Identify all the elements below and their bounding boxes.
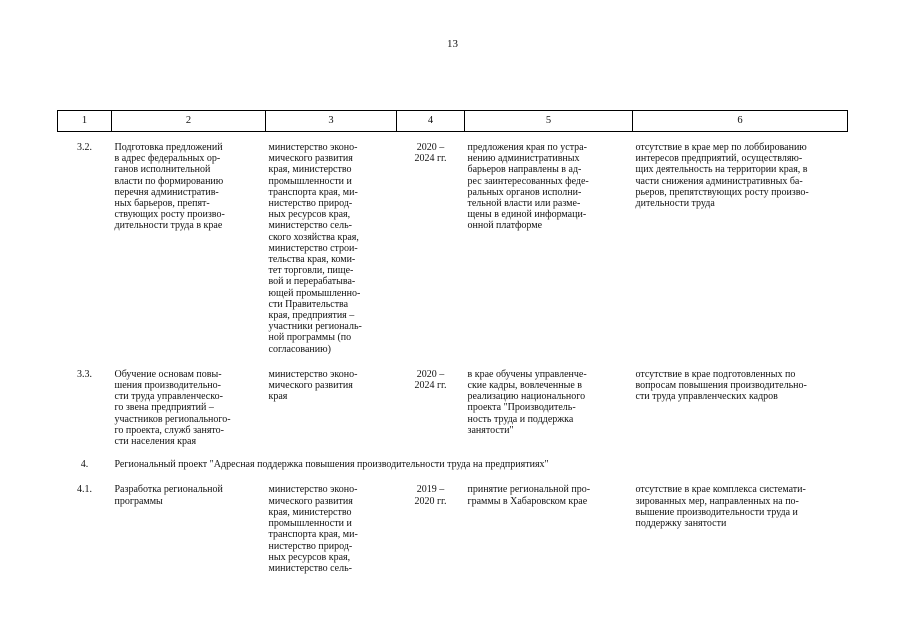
measure-name-content: [112, 369, 266, 447]
cell-line: мического развития: [268, 380, 353, 392]
column-header-5: 5: [465, 111, 633, 132]
cell-line: зированных мер, направленных на по-: [635, 495, 799, 507]
cell-line: Разработка региональной: [114, 484, 223, 496]
cell-line: го проекта, служб занято-: [114, 424, 224, 436]
cell-line: министерство сель-: [268, 562, 352, 574]
section-number: [58, 459, 112, 470]
cell-line: предложения края по устра-: [467, 142, 587, 153]
cell-line: 2020 –: [416, 142, 445, 153]
cell-line: Подготовка предложений: [114, 142, 223, 153]
table-header-row: [58, 111, 848, 132]
cell-line: сти Правительства: [268, 298, 349, 310]
item-number: [58, 369, 112, 447]
cell-line: отсутствие в крае мер по лоббированию: [635, 142, 807, 153]
cell-line: министерство эконо-: [268, 142, 358, 153]
column-header-3: 3: [266, 111, 397, 132]
cell-line: 3.2.: [77, 142, 92, 153]
section-row: [58, 459, 848, 470]
expected-result: [465, 484, 633, 574]
table-row: [58, 369, 848, 447]
measure-name: [112, 142, 266, 355]
cell-line: онной платформе: [467, 220, 543, 232]
cell-line: граммы в Хабаровском крае: [467, 495, 588, 507]
cell-line: вопросам повышения производительно-: [635, 380, 807, 392]
cell-line: щены в единой информаци-: [467, 209, 587, 221]
cell-line: 2020 гг.: [414, 495, 447, 507]
consequence-content: [633, 369, 848, 403]
cell-line: ность труда и поддержка: [467, 413, 574, 425]
cell-line: министерство эконо-: [268, 368, 358, 380]
cell-line: сти труда управленческих кадров: [635, 391, 778, 403]
table-row: [58, 484, 848, 574]
measure-name-content: [112, 142, 266, 232]
row-spacer: [58, 132, 848, 143]
cell-line: участники региональ-: [268, 321, 362, 333]
cell-line: сти населения края: [114, 436, 197, 448]
cell-line: вышение производительности труда и: [635, 506, 798, 518]
item-number: [58, 142, 112, 355]
consequence-content: [633, 484, 848, 529]
column-header-4: 4: [397, 111, 465, 132]
cell-line: министерство сель-: [268, 220, 352, 232]
measure-name: [112, 484, 266, 574]
expected-result: [465, 142, 633, 355]
cell-line: нистерство природ-: [268, 540, 353, 552]
executors-content: [266, 369, 397, 403]
period-content: [397, 142, 465, 164]
expected-result-content: [465, 369, 633, 436]
executors-content: [266, 484, 397, 574]
item-number-content: [58, 369, 112, 380]
cell-line: ганов исполнительной: [114, 164, 211, 176]
cell-line: мического развития: [268, 153, 353, 165]
cell-line: власти по формированию: [114, 175, 224, 187]
cell-line: ские кадры, вовлеченные в: [467, 380, 583, 392]
cell-line: поддержку занятости: [635, 518, 727, 530]
cell-line: края, министерство: [268, 164, 352, 176]
column-header-2: 2: [112, 111, 266, 132]
cell-line: края, предприятия –: [268, 310, 355, 322]
cell-line: ных ресурсов края,: [268, 551, 351, 563]
period: [397, 369, 465, 447]
cell-line: отсутствие в крае комплекса системати-: [635, 484, 806, 496]
cell-line: проекта "Производитель-: [467, 402, 576, 414]
cell-line: тельства края, коми-: [268, 254, 356, 266]
page-number: 13: [447, 38, 458, 50]
cell-line: 2020 –: [416, 368, 445, 380]
row-spacer-cell: [58, 132, 848, 143]
item-number-content: [58, 484, 112, 495]
row-spacer: [58, 470, 848, 484]
cell-line: ной программы (по: [268, 332, 352, 344]
cell-line: вой и перерабатыва-: [268, 276, 356, 288]
cell-line: отсутствие в крае подготовленных по: [635, 368, 796, 380]
period-content: [397, 484, 465, 506]
cell-line: шения производительно-: [114, 380, 221, 392]
cell-line: принятие региональной про-: [467, 484, 591, 496]
cell-line: дительности труда в крае: [114, 220, 223, 232]
cell-line: ных ресурсов края,: [268, 209, 351, 221]
cell-line: в крае обучены управленче-: [467, 368, 587, 380]
expected-result-content: [465, 142, 633, 232]
cell-line: нению административных: [467, 153, 580, 165]
cell-line: края: [268, 391, 288, 403]
executors: [266, 369, 397, 447]
consequence: [633, 142, 848, 355]
cell-line: в адрес федеральных ор-: [114, 153, 221, 165]
section-number-content: 4.: [80, 459, 89, 471]
section-title: [112, 459, 848, 470]
cell-line: интересов предприятий, осуществляю-: [635, 153, 803, 165]
cell-line: министерство эконо-: [268, 484, 358, 496]
period: [397, 484, 465, 574]
column-header-6: 6: [633, 111, 848, 132]
executors: [266, 142, 397, 355]
cell-line: го звена предприятий –: [114, 402, 214, 414]
cell-line: ющей промышленно-: [268, 287, 361, 299]
measure-name-content: [112, 484, 266, 506]
cell-line: барьеров направлены в ад-: [467, 164, 582, 176]
measure-name: [112, 369, 266, 447]
cell-line: занятости": [467, 424, 514, 436]
cell-line: 2024 гг.: [414, 380, 447, 392]
cell-line: Обучение основам повы-: [114, 368, 222, 380]
row-spacer-cell: [58, 447, 848, 459]
cell-line: согласованию): [268, 343, 331, 355]
expected-result: [465, 369, 633, 447]
cell-line: 3.3.: [77, 368, 92, 380]
cell-line: щих деятельность на территории края, в: [635, 164, 808, 176]
cell-line: тет торговли, пище-: [268, 265, 354, 277]
cell-line: 2024 гг.: [414, 153, 447, 165]
cell-line: ных барьеров, препят-: [114, 198, 210, 210]
cell-line: промышленности и: [268, 518, 352, 530]
cell-line: мического развития: [268, 495, 353, 507]
table-row: [58, 142, 848, 355]
cell-line: программы: [114, 495, 163, 507]
cell-line: рес заинтересованных феде-: [467, 175, 589, 187]
cell-line: ральных органов исполни-: [467, 186, 582, 198]
consequence: [633, 484, 848, 574]
cell-line: ского хозяйства края,: [268, 231, 359, 243]
cell-line: дительности труда: [635, 198, 715, 210]
cell-line: реализацию национального: [467, 391, 586, 403]
cell-line: рьеров, препятствующих росту произво-: [635, 186, 809, 198]
row-spacer-cell: [58, 355, 848, 369]
cell-line: ствующих росту произво-: [114, 209, 225, 221]
cell-line: тельной власти или разме-: [467, 198, 581, 210]
period-content: [397, 369, 465, 391]
period: [397, 142, 465, 355]
cell-line: 4.1.: [77, 484, 92, 496]
cell-line: 2019 –: [416, 484, 445, 496]
executors-content: [266, 142, 397, 355]
cell-line: нистерство природ-: [268, 198, 353, 210]
row-spacer: [58, 355, 848, 369]
cell-line: транспорта края, ми-: [268, 529, 358, 541]
column-header-1: 1: [58, 111, 112, 132]
consequence: [633, 369, 848, 447]
row-spacer-cell: [58, 470, 848, 484]
row-spacer: [58, 447, 848, 459]
cell-line: части снижения административных ба-: [635, 175, 803, 187]
measures-table: [57, 110, 848, 574]
table-body: [58, 132, 848, 575]
item-number-content: [58, 142, 112, 153]
cell-line: промышленности и: [268, 175, 352, 187]
consequence-content: [633, 142, 848, 209]
expected-result-content: [465, 484, 633, 506]
executors: [266, 484, 397, 574]
cell-line: сти труда управленческо-: [114, 391, 223, 403]
cell-line: участников региonального-: [114, 413, 231, 425]
cell-line: транспорта края, ми-: [268, 186, 358, 198]
cell-line: края, министерство: [268, 506, 352, 518]
section-title-text: Региональный проект "Адресная поддержка повышения производительности труда на предприятиях": [114, 459, 549, 471]
cell-line: перечня административ-: [114, 186, 219, 198]
cell-line: министерство строи-: [268, 242, 358, 254]
item-number: [58, 484, 112, 574]
